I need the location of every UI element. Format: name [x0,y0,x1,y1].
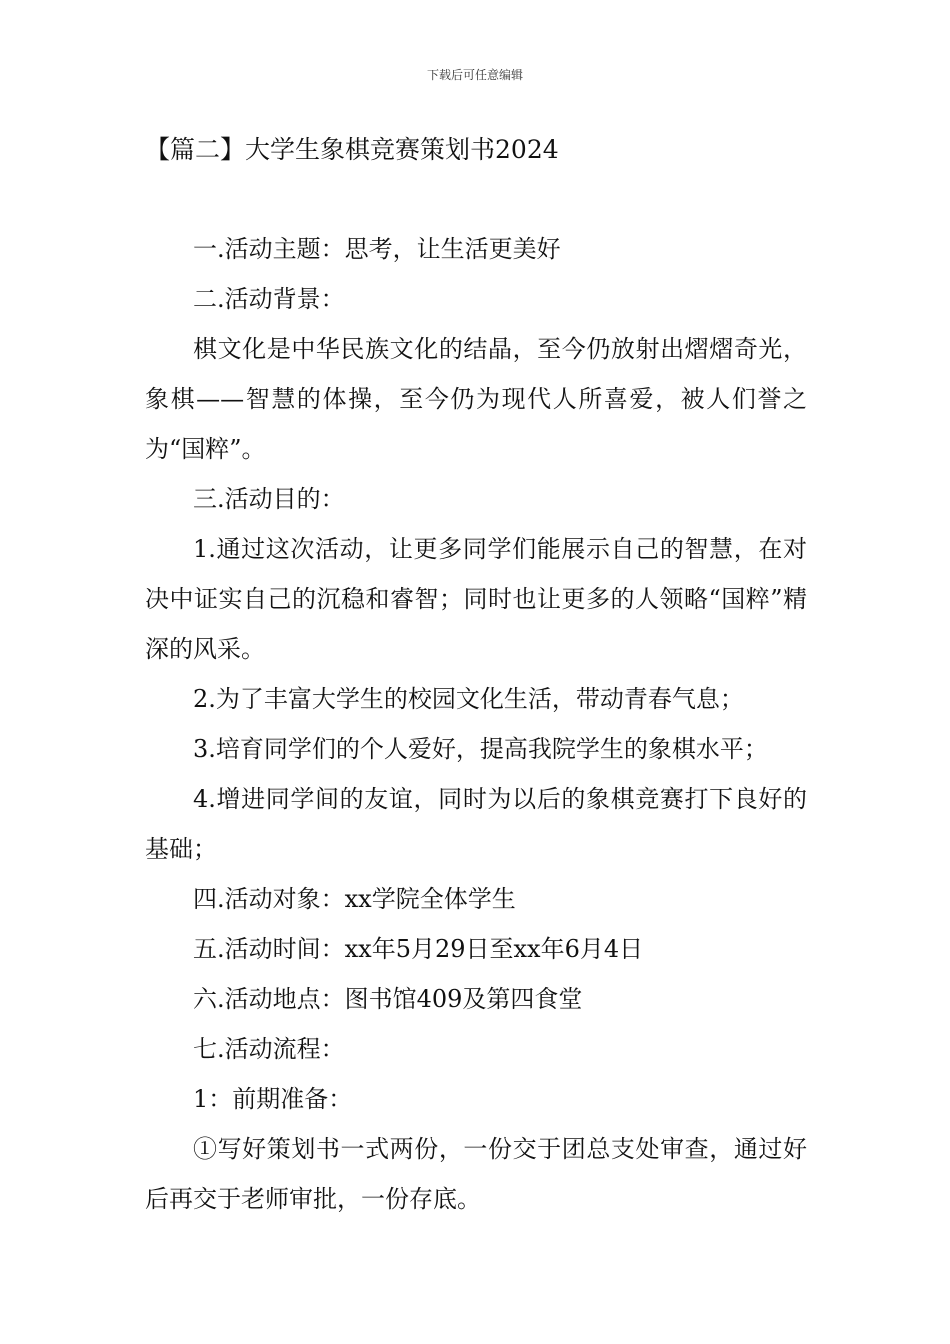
section-theme: 一.活动主题：思考，让生活更美好 [193,235,561,263]
purpose-item-2: 2.为了丰富大学生的校园文化生活，带动青春气息； [193,685,744,713]
section-background-heading: 二.活动背景： [193,285,345,313]
process-step-1-heading: 1：前期准备： [193,1085,353,1113]
section-purpose-heading: 三.活动目的： [193,485,345,513]
purpose-item-4: 4.增进同学间的友谊，同时为以后的象棋竞赛打下良好的基础； [145,785,807,863]
section-location: 六.活动地点：图书馆409及第四食堂 [193,985,583,1013]
page-header: 下载后可任意编辑 [426,68,523,82]
purpose-item-3: 3.培育同学们的个人爱好，提高我院学生的象棋水平； [193,735,768,763]
process-step-1-detail: ①写好策划书一式两份，一份交于团总支处审查，通过好后再交于老师审批，一份存底。 [145,1135,807,1213]
document-title: 【篇二】大学生象棋竞赛策划书2024 [145,135,559,164]
section-participants: 四.活动对象：xx学院全体学生 [193,885,516,913]
section-process-heading: 七.活动流程： [193,1035,345,1063]
purpose-item-1: 1.通过这次活动，让更多同学们能展示自己的智慧，在对决中证实自己的沉稳和睿智；同时也让更多的人领略“国粹”精深的风采。 [145,535,807,663]
background-paragraph: 棋文化是中华民族文化的结晶，至今仍放射出熠熠奇光，象棋——智慧的体操，至今仍为现代人所喜爱，被人们誉之为“国粹”。 [145,335,807,463]
document-body [145,224,807,1224]
section-time: 五.活动时间：xx年5月29日至xx年6月4日 [193,935,644,963]
